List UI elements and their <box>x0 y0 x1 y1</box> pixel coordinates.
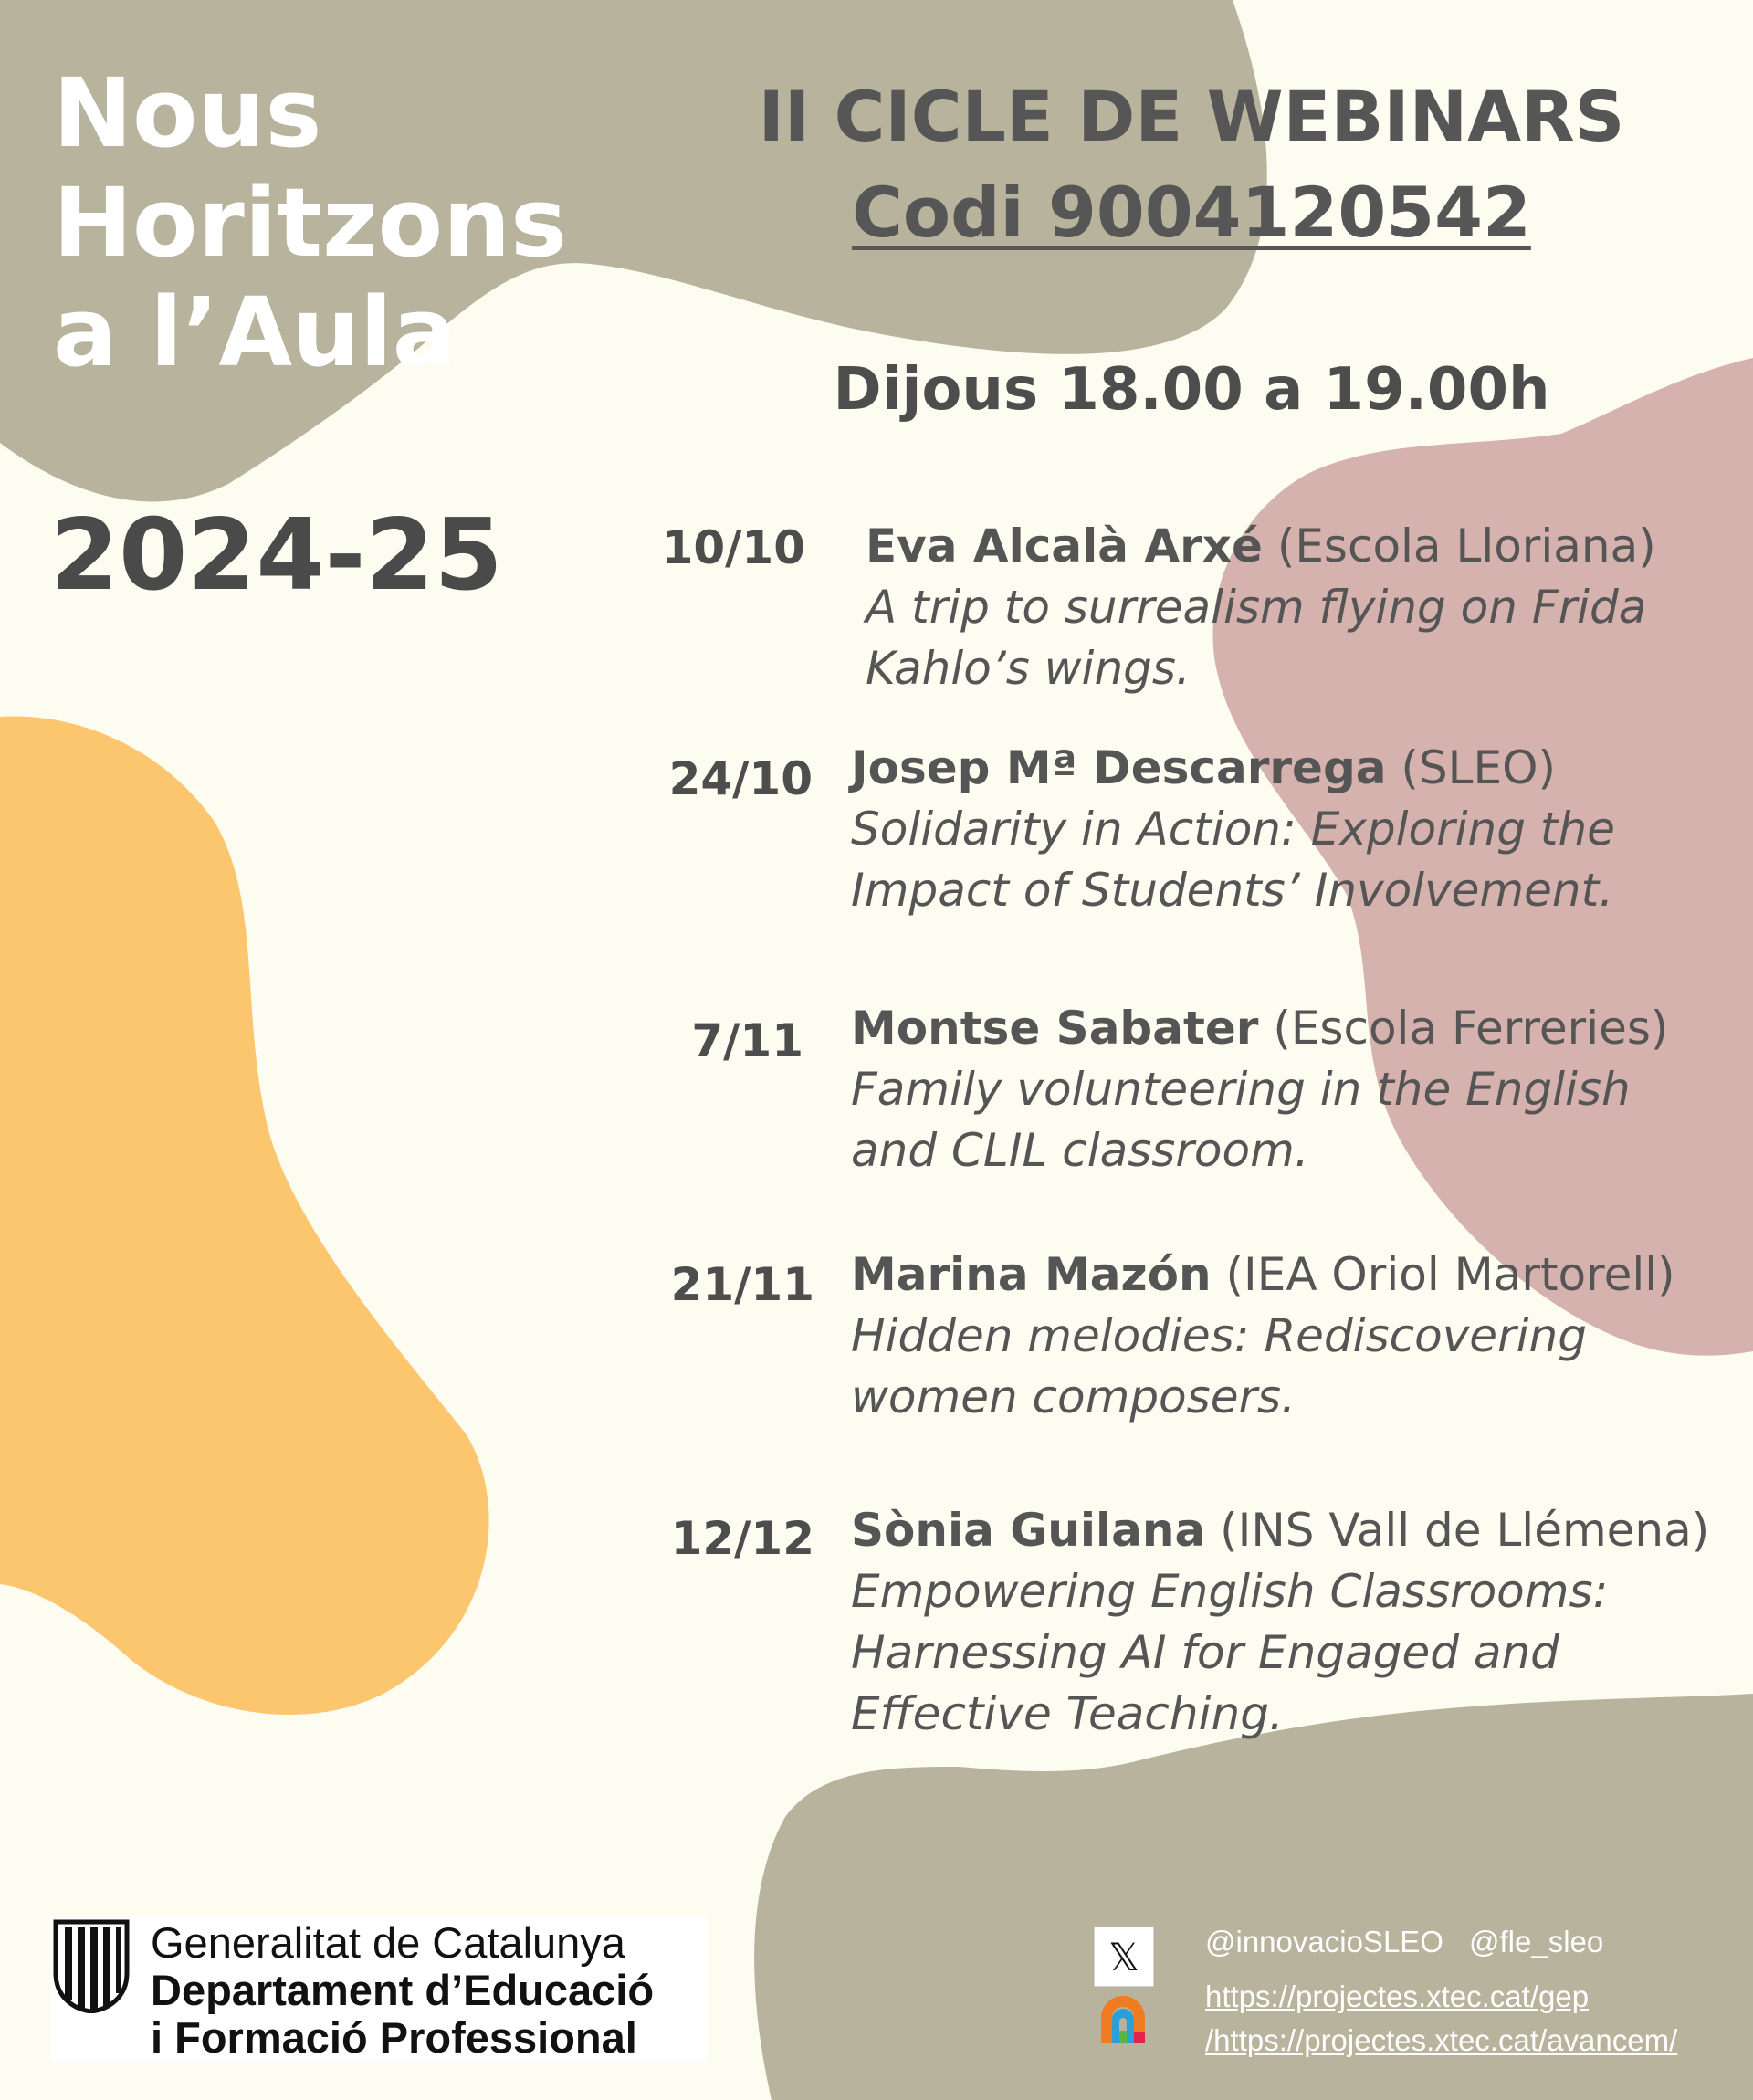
talk-title-line: Family volunteering in the English <box>851 1063 1631 1116</box>
speaker-org: (Escola Ferreries) <box>1258 1002 1669 1055</box>
xtec-n-logo-icon[interactable] <box>1094 1990 1152 2049</box>
speaker-name: Sònia Guilana <box>851 1504 1206 1557</box>
event-date: 12/12 <box>670 1512 814 1565</box>
link-gep[interactable]: https://projectes.xtec.cat/gep <box>1205 1979 1590 2013</box>
event-date: 24/10 <box>668 752 813 805</box>
speaker-name: Marina Mazón <box>851 1248 1212 1301</box>
talk-title-line: Solidarity in Action: Exploring the <box>851 803 1615 856</box>
link-avancem[interactable]: /https://projectes.xtec.cat/avancem/ <box>1205 2023 1678 2057</box>
talk-title-line: Effective Teaching. <box>851 1687 1284 1740</box>
handle-fle[interactable]: @fle_sleo <box>1468 1925 1604 1958</box>
talk-title-line: A trip to surrealism flying on Frida <box>866 581 1647 634</box>
talk-title-line: Impact of Students’ Involvement. <box>851 864 1614 917</box>
logo-line-3: i Formació Professional <box>151 2013 637 2062</box>
talk-title-line: and CLIL classroom. <box>851 1124 1309 1177</box>
event-date: 10/10 <box>661 521 805 574</box>
title-line-1: Nous <box>53 58 322 169</box>
event-date: 7/11 <box>691 1014 803 1067</box>
speaker-org: (IEA Oriol Martorell) <box>1211 1248 1675 1301</box>
course-code: Codi 9004120542 <box>852 172 1531 253</box>
event-entry <box>851 998 1668 1181</box>
generalitat-emblem-icon <box>52 1918 131 2013</box>
talk-title-line: Kahlo’s wings. <box>866 642 1191 695</box>
x-logo-icon[interactable]: 𝕏 <box>1094 1927 1154 1987</box>
speaker-org: (SLEO) <box>1386 741 1556 794</box>
talk-title-line: women composers. <box>851 1370 1296 1423</box>
event-entry <box>851 738 1615 921</box>
logo-line-1: Generalitat de Catalunya <box>151 1918 625 1967</box>
title-line-2: Horitzons <box>53 167 568 278</box>
talk-title-line: Hidden melodies: Rediscovering <box>851 1309 1587 1362</box>
yellow-blob <box>0 717 489 1715</box>
academic-year: 2024-25 <box>50 499 503 613</box>
course-code-wrap <box>694 172 1689 253</box>
generalitat-logo <box>50 1916 708 2062</box>
schedule: Dijous 18.00 a 19.00h <box>833 356 1550 424</box>
social-handles <box>1205 1927 1603 1957</box>
logo-line-2: Departament d’Educació <box>151 1966 655 2014</box>
handle-innovacio[interactable]: @innovacioSLEO <box>1205 1925 1443 1958</box>
cycle-heading: II CICLE DE WEBINARS <box>758 76 1625 157</box>
speaker-org: (Escola Lloriana) <box>1262 520 1656 572</box>
title-line-3: a l’Aula <box>53 277 457 388</box>
event-entry <box>851 1500 1709 1745</box>
event-entry <box>866 516 1656 699</box>
speaker-name: Eva Alcalà Arxé <box>866 520 1263 572</box>
event-date: 21/11 <box>670 1258 814 1311</box>
speaker-name: Josep Mª Descarrega <box>851 741 1387 794</box>
speaker-org: (INS Vall de Llémena) <box>1205 1504 1710 1557</box>
event-entry <box>851 1244 1675 1428</box>
talk-title-line: Harnessing AI for Engaged and <box>851 1626 1559 1679</box>
talk-title-line: Empowering English Classrooms: <box>851 1565 1609 1618</box>
speaker-name: Montse Sabater <box>851 1002 1259 1055</box>
